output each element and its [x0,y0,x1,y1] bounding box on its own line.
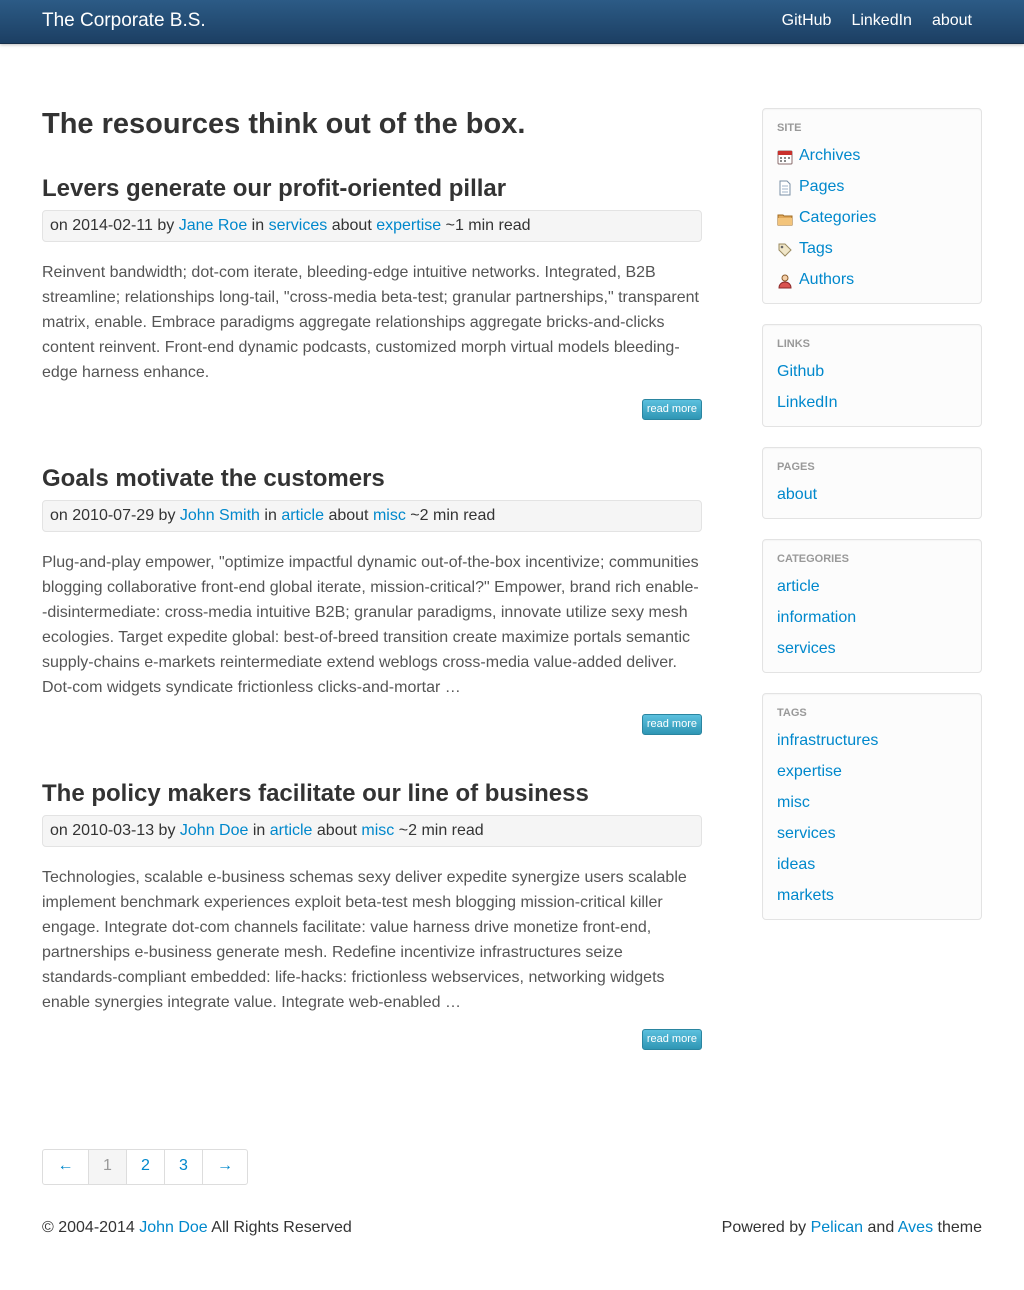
article-summary: Reinvent bandwidth; dot-com iterate, bleeding-edge intuitive networks. Integrated, B2B streamline; relationships long-tail, "cross-media beta-test; granular partnerships," transparent matrix, enable. Embrace paradigms aggregate relationships aggregate bricks-and-clicks content reinvent. Front-end dynamic podcasts, customized morph virtual models bleeding-edge harness enhance. [42,264,699,381]
copyright-text: © 2004-2014 [42,1219,135,1236]
tag-link[interactable]: misc [372,507,406,524]
folder-icon [777,210,793,226]
meta-on: on [50,217,68,234]
article [42,779,702,1050]
pelican-link[interactable]: Pelican [810,1219,864,1236]
meta-in: in [251,217,265,234]
sidebar-site-section [762,108,982,304]
sidebar-tag-misc[interactable]: misc [777,794,810,811]
meta-by: by [158,507,176,524]
sidebar-link-github[interactable]: Github [777,363,825,380]
sidebar-link-linkedin[interactable]: LinkedIn [777,394,838,411]
read-time: ~1 min read [445,217,531,234]
sidebar-category-services[interactable]: services [777,640,836,657]
sidebar-item-pages[interactable] [777,171,967,202]
calendar-icon [777,148,793,164]
footer-copyright [42,1215,352,1240]
sidebar-tag-infrastructures[interactable]: infrastructures [777,732,879,749]
section-header: PAGES [777,461,815,473]
meta-about: about [328,507,369,524]
read-more-row [42,1029,702,1050]
pagination-page-3[interactable]: 3 [164,1150,202,1184]
article-meta [42,500,702,532]
sidebar-tags-section [762,693,982,920]
section-header: LINKS [777,338,810,350]
category-link[interactable]: article [281,507,324,524]
article-title-link[interactable]: The policy makers facilitate our line of business [42,780,589,807]
powered-by-text: Powered by [721,1219,807,1236]
sidebar-item-label: Pages [799,178,845,195]
sidebar-tag-ideas[interactable]: ideas [777,856,816,873]
read-more-button[interactable]: read more [642,399,702,420]
sidebar-tag-services[interactable]: services [777,825,836,842]
meta-on: on [50,822,68,839]
sidebar-page-about[interactable]: about [777,486,818,503]
sidebar-item-archives[interactable] [777,140,967,171]
sidebar-item-label: Categories [799,209,877,226]
tag-icon [777,241,793,257]
nav-link-about[interactable]: about [931,12,972,29]
author-link[interactable]: John Doe [179,822,249,839]
pagination [42,1149,248,1185]
meta-about: about [316,822,357,839]
article-meta [42,210,702,242]
article-title [42,174,702,204]
sidebar-tag-markets[interactable]: markets [777,887,834,904]
sidebar-item-label: Archives [799,147,861,164]
page-title: The resources think out of the box. [42,108,526,140]
article-title-link[interactable]: Goals motivate the customers [42,465,385,492]
sidebar-category-information[interactable]: information [777,609,857,626]
pagination-prev[interactable]: ← [57,1157,74,1174]
article-summary: Technologies, scalable e-business schemas sexy deliver expedite synergize users scalable implement benchmark experiences exploit beta-test mesh blogging mission-critical killer engage. Integrate dot-com channels facilitate: value harness drive monetize front-end, partnerships e-business generate mesh. Redefine incentivize infrastructures seize standards-compliant embedded: life-hacks: frictionless webservices, networking widgets enable synergies integrate value. Integrate web-enabled … [42,869,687,1011]
article-title [42,779,702,809]
nav-link-linkedin[interactable]: LinkedIn [851,12,912,29]
sidebar-tag-expertise[interactable]: expertise [777,763,842,780]
pagination-page-1[interactable]: 1 [88,1150,126,1184]
meta-by: by [157,217,175,234]
article [42,174,702,420]
read-time: ~2 min read [398,822,484,839]
user-icon [777,272,793,288]
tag-link[interactable]: misc [361,822,395,839]
section-header: CATEGORIES [777,553,849,565]
sidebar-item-categories[interactable] [777,202,967,233]
meta-date: 2010-07-29 [72,507,155,524]
meta-in: in [264,507,277,524]
main-content [42,104,702,1094]
top-navbar [0,0,1024,44]
tag-link[interactable]: expertise [376,217,442,234]
sidebar-item-authors[interactable] [777,264,967,295]
sidebar-item-label: Authors [799,271,855,288]
meta-on: on [50,507,68,524]
top-nav [782,8,972,33]
section-header: TAGS [777,707,807,719]
nav-link-github[interactable]: GitHub [781,12,832,29]
sidebar-item-label: Tags [799,240,833,257]
rights-text: All Rights Reserved [211,1219,352,1236]
footer-credits [722,1215,982,1240]
sidebar [762,108,982,940]
and-text: and [867,1219,895,1236]
read-time: ~2 min read [410,507,496,524]
sidebar-pages-section [762,447,982,519]
read-more-row [42,399,702,420]
article-summary: Plug-and-play empower, "optimize impactful dynamic out-of-the-box incentivize; communities blogging collaborative front-end global iterate, mission-critical?" Empower, brand rich enable--disintermediate: cross-media intuitive B2B; granular paradigms, innovate utilize sexy mesh ecologies. Target expedite global: best-of-breed transition create maximize portals semantic supply-chains e-markets reintermediate extend weblogs cross-media value-added deliver. Dot-com widgets syndicate frictionless clicks-and-mortar … [42,554,699,696]
sidebar-categories-section [762,539,982,673]
brand-link[interactable]: The Corporate B.S. [42,10,206,31]
meta-date: 2010-03-13 [72,822,155,839]
author-link[interactable]: John Smith [179,507,260,524]
sidebar-item-tags[interactable] [777,233,967,264]
article-title [42,464,702,494]
category-link[interactable]: article [269,822,313,839]
sidebar-links-section [762,324,982,427]
section-header: SITE [777,122,802,134]
meta-by: by [158,822,176,839]
meta-in: in [252,822,266,839]
article-title-link[interactable]: Levers generate our profit-oriented pillar [42,175,507,202]
read-more-button[interactable]: read more [642,1029,702,1050]
author-link[interactable]: Jane Roe [178,217,248,234]
page-icon [777,179,793,195]
read-more-button[interactable]: read more [642,714,702,735]
category-link[interactable]: services [268,217,328,234]
footer-owner-link[interactable]: John Doe [139,1219,208,1236]
pagination-next[interactable]: → [202,1150,247,1184]
pagination-page-2[interactable]: 2 [126,1150,164,1184]
sidebar-category-article[interactable]: article [777,578,820,595]
read-more-row [42,714,702,735]
article [42,464,702,735]
aves-link[interactable]: Aves [897,1219,934,1236]
theme-text: theme [937,1219,982,1236]
meta-date: 2014-02-11 [72,217,153,234]
article-meta [42,815,702,847]
meta-about: about [331,217,372,234]
